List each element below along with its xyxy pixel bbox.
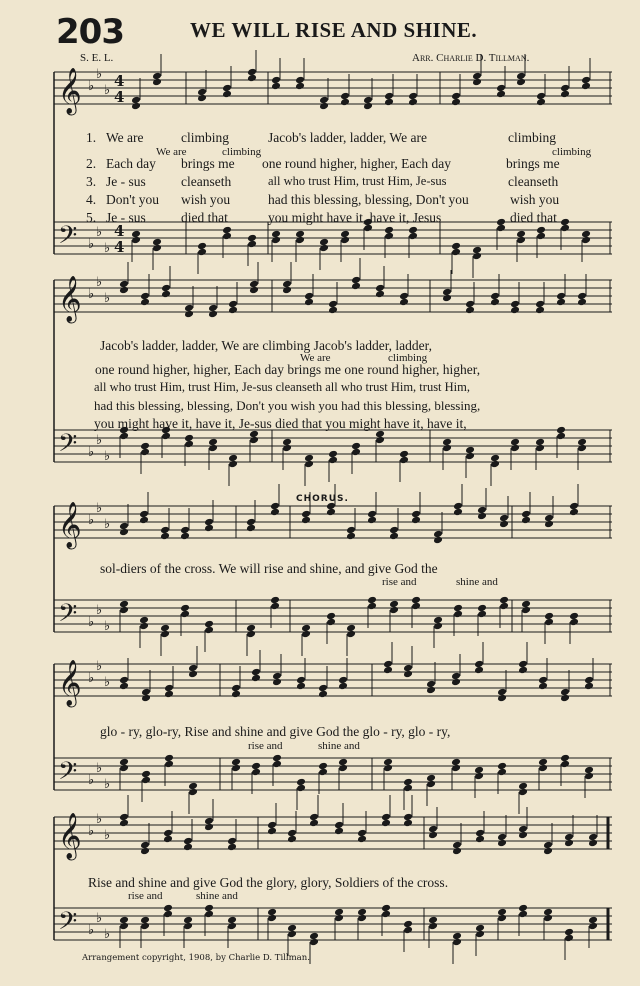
notehead [351, 448, 361, 457]
lyric-fragment: cleanseth [181, 174, 232, 189]
notehead [139, 516, 149, 525]
notehead [389, 606, 399, 615]
notehead [301, 516, 311, 525]
notehead [180, 610, 190, 619]
notehead [163, 835, 173, 844]
chorus-label: CHORUS. [296, 494, 349, 504]
notehead [357, 914, 367, 923]
notehead [326, 508, 336, 517]
notehead [318, 690, 328, 699]
flat-sign: ♭ [96, 275, 103, 290]
lyric-small: climbing [388, 352, 428, 364]
notehead [569, 508, 579, 517]
notehead [208, 444, 218, 453]
flat-sign: ♭ [96, 659, 103, 674]
notehead [351, 282, 361, 291]
notehead [496, 90, 506, 99]
notehead [328, 456, 338, 465]
flat-sign: ♭ [104, 828, 111, 843]
notehead [588, 839, 598, 848]
notehead [521, 516, 531, 525]
notehead [119, 819, 129, 828]
notehead [270, 602, 280, 611]
treble-clef: 𝄞 [58, 813, 82, 859]
notehead [564, 934, 574, 943]
notehead [228, 306, 238, 315]
treble-clef: 𝄞 [58, 660, 82, 706]
notehead [408, 98, 418, 107]
verse-number: 3. [86, 174, 97, 189]
notehead [131, 236, 141, 245]
notehead [197, 94, 207, 103]
notehead [433, 622, 443, 631]
notehead [247, 74, 257, 83]
notehead [451, 764, 461, 773]
notehead [251, 768, 261, 777]
time-signature: 4 [114, 88, 125, 106]
notehead [338, 764, 348, 773]
notehead [516, 78, 526, 87]
notehead [326, 618, 336, 627]
notehead [334, 827, 344, 836]
notehead [426, 780, 436, 789]
notehead [204, 910, 214, 919]
hymn-number: 203 [56, 12, 124, 52]
notehead [141, 776, 151, 785]
notehead [319, 244, 329, 253]
notehead [304, 460, 314, 469]
notehead [296, 784, 306, 793]
notehead [152, 78, 162, 87]
notehead [426, 686, 436, 695]
notehead [433, 536, 443, 545]
notehead [452, 847, 462, 856]
lyric-line: glo - ry, glo-ry, Rise and shine and give God the glo - ry, glo - ry, [100, 724, 451, 739]
notehead [499, 520, 509, 529]
time-signature: 4 [114, 222, 125, 240]
notehead [560, 694, 570, 703]
notehead [535, 444, 545, 453]
notehead [231, 764, 241, 773]
lyric-small: climbing [552, 146, 592, 158]
notehead [465, 306, 475, 315]
notehead [140, 847, 150, 856]
notehead [543, 847, 553, 856]
notehead [328, 306, 338, 315]
notehead [119, 922, 129, 931]
notehead [227, 843, 237, 852]
notehead [584, 682, 594, 691]
lyric-fragment: had this blessing, blessing, Don't you [268, 192, 469, 207]
notehead [544, 618, 554, 627]
notehead [272, 678, 282, 687]
lyric-small: rise and [382, 576, 417, 588]
treble-clef: 𝄞 [58, 276, 82, 322]
notehead [204, 524, 214, 533]
notehead [334, 914, 344, 923]
flat-sign: ♭ [96, 501, 103, 516]
flat-sign: ♭ [96, 761, 103, 776]
lyric-line: sol-diers of the cross. We will rise and shine, and give God the [100, 561, 438, 576]
notehead [197, 248, 207, 257]
notehead [497, 914, 507, 923]
notehead [160, 532, 170, 541]
lyric-fragment: one round higher, higher, Each day [262, 156, 451, 171]
notehead [536, 98, 546, 107]
notehead [163, 910, 173, 919]
notehead [510, 444, 520, 453]
notehead [267, 914, 277, 923]
time-signature: 4 [114, 238, 125, 256]
flat-sign: ♭ [88, 671, 95, 686]
flat-sign: ♭ [104, 927, 111, 942]
notehead [152, 244, 162, 253]
arranger-credit: Arr. Charlie D. Tillman. [412, 52, 530, 64]
notehead [518, 788, 528, 797]
lyric-small: shine and [456, 576, 498, 588]
notehead [246, 524, 256, 533]
notehead [119, 682, 129, 691]
notehead [535, 306, 545, 315]
notehead [384, 232, 394, 241]
lyric-line: had this blessing, blessing, Don't you wish you had this blessing, blessing, [94, 398, 481, 413]
notehead [588, 922, 598, 931]
notehead [119, 764, 129, 773]
flat-sign: ♭ [88, 513, 95, 528]
flat-sign: ♭ [104, 449, 111, 464]
flat-sign: ♭ [104, 517, 111, 532]
notehead [184, 440, 194, 449]
notehead [282, 444, 292, 453]
notehead [309, 819, 319, 828]
lyric-line: Rise and shine and give God the glory, glory, Soldiers of the cross. [88, 875, 449, 890]
notehead [536, 232, 546, 241]
bass-clef: 𝄢 [58, 599, 78, 634]
flat-sign: ♭ [88, 773, 95, 788]
notehead [183, 922, 193, 931]
flat-sign: ♭ [88, 824, 95, 839]
flat-sign: ♭ [96, 225, 103, 240]
flat-sign: ♭ [104, 291, 111, 306]
notehead [340, 236, 350, 245]
notehead [451, 248, 461, 257]
lyric-small: shine and [196, 890, 238, 902]
notehead [272, 760, 282, 769]
notehead [389, 532, 399, 541]
notehead [560, 224, 570, 233]
notehead [411, 602, 421, 611]
notehead [140, 922, 150, 931]
flat-sign: ♭ [96, 812, 103, 827]
time-signature: 4 [114, 72, 125, 90]
notehead [472, 78, 482, 87]
notehead [543, 914, 553, 923]
lyric-fragment: cleanseth [508, 174, 559, 189]
notehead [497, 839, 507, 848]
notehead [184, 310, 194, 319]
notehead [357, 835, 367, 844]
notehead [538, 764, 548, 773]
notehead [564, 839, 574, 848]
notehead [428, 922, 438, 931]
notehead [319, 102, 329, 111]
flat-sign: ♭ [88, 445, 95, 460]
notehead [451, 98, 461, 107]
notehead [403, 784, 413, 793]
lyric-line: Jacob's ladder, ladder, We are climbing Jacob's ladder, ladder, [100, 338, 432, 353]
notehead [383, 666, 393, 675]
notehead [399, 298, 409, 307]
notehead [383, 764, 393, 773]
notehead [474, 666, 484, 675]
lyric-small: rise and [248, 740, 283, 752]
notehead [164, 690, 174, 699]
notehead [560, 90, 570, 99]
bass-clef: 𝄢 [58, 429, 78, 464]
flat-sign: ♭ [88, 79, 95, 94]
lyric-fragment: brings me [181, 156, 235, 171]
notehead [246, 630, 256, 639]
notehead [119, 528, 129, 537]
notehead [251, 674, 261, 683]
flat-sign: ♭ [88, 923, 95, 938]
lyric-line: all who trust Him, trust Him, Je-sus cleanseth all who trust Him, trust Him, [94, 380, 471, 394]
lyric-small: We are [156, 146, 187, 158]
notehead [119, 286, 129, 295]
bass-clef: 𝄢 [58, 757, 78, 792]
notehead [581, 236, 591, 245]
notehead [183, 843, 193, 852]
lyric-fragment: you might have it, have it, Jesus [268, 210, 442, 225]
notehead [399, 456, 409, 465]
notehead [140, 298, 150, 307]
notehead [518, 831, 528, 840]
flat-sign: ♭ [96, 911, 103, 926]
notehead [363, 102, 373, 111]
notehead [428, 831, 438, 840]
notehead [204, 823, 214, 832]
lyric-fragment: Don't you [106, 192, 160, 207]
notehead [577, 298, 587, 307]
notehead [222, 90, 232, 99]
notehead [180, 532, 190, 541]
lyric-fragment: climbing [181, 130, 229, 145]
verse-number: 4. [86, 192, 97, 207]
author-credit: S. E. L. [80, 52, 114, 64]
notehead [375, 290, 385, 299]
verse-number: 2. [86, 156, 97, 171]
notehead [188, 788, 198, 797]
notehead [164, 760, 174, 769]
notehead [375, 436, 385, 445]
flat-sign: ♭ [96, 603, 103, 618]
notehead [140, 448, 150, 457]
notehead [249, 436, 259, 445]
notehead [287, 930, 297, 939]
flat-sign: ♭ [104, 83, 111, 98]
notehead [381, 819, 391, 828]
notehead [403, 926, 413, 935]
notehead [222, 232, 232, 241]
lyric-fragment: climbing [508, 130, 556, 145]
notehead [518, 910, 528, 919]
notehead [346, 630, 356, 639]
notehead [477, 512, 487, 521]
lyric-fragment: Je - sus [106, 210, 146, 225]
lyric-small: shine and [318, 740, 360, 752]
notehead [475, 835, 485, 844]
notehead [510, 306, 520, 315]
notehead [538, 682, 548, 691]
notehead [452, 938, 462, 947]
notehead [304, 298, 314, 307]
notehead [346, 532, 356, 541]
notehead [119, 606, 129, 615]
notehead [544, 520, 554, 529]
hymn-title: WE WILL RISE AND SHINE. [190, 18, 478, 42]
copyright-notice: Arrangement copyright, 1908, by Charlie D. Tillman. [82, 953, 310, 963]
notehead [367, 516, 377, 525]
notehead [465, 452, 475, 461]
flat-sign: ♭ [88, 615, 95, 630]
lyric-fragment: We are [106, 130, 144, 145]
flat-sign: ♭ [104, 241, 111, 256]
flat-sign: ♭ [88, 287, 95, 302]
notehead [139, 622, 149, 631]
notehead [295, 236, 305, 245]
lyric-line: you might have it, have it, Je-sus died that you might have it, have it, [94, 416, 467, 431]
lyric-small: We are [300, 352, 331, 364]
notehead [131, 102, 141, 111]
notehead [490, 298, 500, 307]
notehead [453, 508, 463, 517]
bass-clef: 𝄢 [58, 221, 78, 256]
lyric-small: rise and [128, 890, 163, 902]
notehead [119, 432, 129, 441]
notehead [403, 819, 413, 828]
lyric-fragment: Je - sus [106, 174, 146, 189]
treble-clef: 𝄞 [58, 68, 82, 114]
notehead [472, 252, 482, 261]
flat-sign: ♭ [104, 777, 111, 792]
notehead [521, 606, 531, 615]
notehead [411, 516, 421, 525]
bass-clef: 𝄢 [58, 907, 78, 942]
notehead [451, 678, 461, 687]
notehead [577, 444, 587, 453]
notehead [247, 240, 257, 249]
verse-number: 1. [86, 130, 97, 145]
notehead [295, 82, 305, 91]
notehead [453, 610, 463, 619]
notehead [141, 694, 151, 703]
notehead [161, 432, 171, 441]
notehead [584, 772, 594, 781]
notehead [569, 618, 579, 627]
notehead [160, 630, 170, 639]
flat-sign: ♭ [104, 619, 111, 634]
notehead [367, 602, 377, 611]
notehead [227, 922, 237, 931]
lyric-fragment: died that [181, 210, 228, 225]
lyric-fragment: Each day [106, 156, 156, 171]
notehead [518, 666, 528, 675]
notehead [556, 432, 566, 441]
lyric-fragment: brings me [506, 156, 560, 171]
flat-sign: ♭ [96, 433, 103, 448]
notehead [516, 236, 526, 245]
notehead [287, 835, 297, 844]
notehead [384, 98, 394, 107]
notehead [249, 286, 259, 295]
notehead [271, 236, 281, 245]
notehead [442, 294, 452, 303]
treble-clef: 𝄞 [58, 502, 82, 548]
lyric-fragment: Jacob's ladder, ladder, We are [268, 130, 427, 145]
notehead [271, 82, 281, 91]
notehead [318, 768, 328, 777]
notehead [381, 910, 391, 919]
notehead [270, 508, 280, 517]
notehead [208, 310, 218, 319]
notehead [408, 232, 418, 241]
notehead [301, 630, 311, 639]
notehead [338, 682, 348, 691]
notehead [309, 938, 319, 947]
notehead [475, 930, 485, 939]
notehead [204, 626, 214, 635]
notehead [581, 82, 591, 91]
lyric-fragment: wish you [510, 192, 560, 207]
notehead [474, 772, 484, 781]
notehead [497, 694, 507, 703]
lyric-small: climbing [222, 146, 262, 158]
notehead [499, 602, 509, 611]
notehead [477, 610, 487, 619]
notehead [490, 460, 500, 469]
notehead [556, 298, 566, 307]
notehead [497, 768, 507, 777]
notehead [560, 760, 570, 769]
notehead [267, 827, 277, 836]
notehead [296, 682, 306, 691]
notehead [403, 670, 413, 679]
lyric-line: one round higher, higher, Each day brings me one round higher, higher, [95, 362, 481, 377]
notehead [340, 98, 350, 107]
notehead [282, 286, 292, 295]
notehead [228, 460, 238, 469]
lyric-fragment: died that [510, 210, 557, 225]
notehead [496, 224, 506, 233]
flat-sign: ♭ [104, 675, 111, 690]
flat-sign: ♭ [88, 237, 95, 252]
lyric-fragment: wish you [181, 192, 231, 207]
verse-number: 5. [86, 210, 97, 225]
lyric-fragment: all who trust Him, trust Him, Je-sus [268, 174, 447, 188]
notehead [161, 290, 171, 299]
notehead [442, 444, 452, 453]
notehead [231, 690, 241, 699]
notehead [188, 670, 198, 679]
flat-sign: ♭ [96, 67, 103, 82]
